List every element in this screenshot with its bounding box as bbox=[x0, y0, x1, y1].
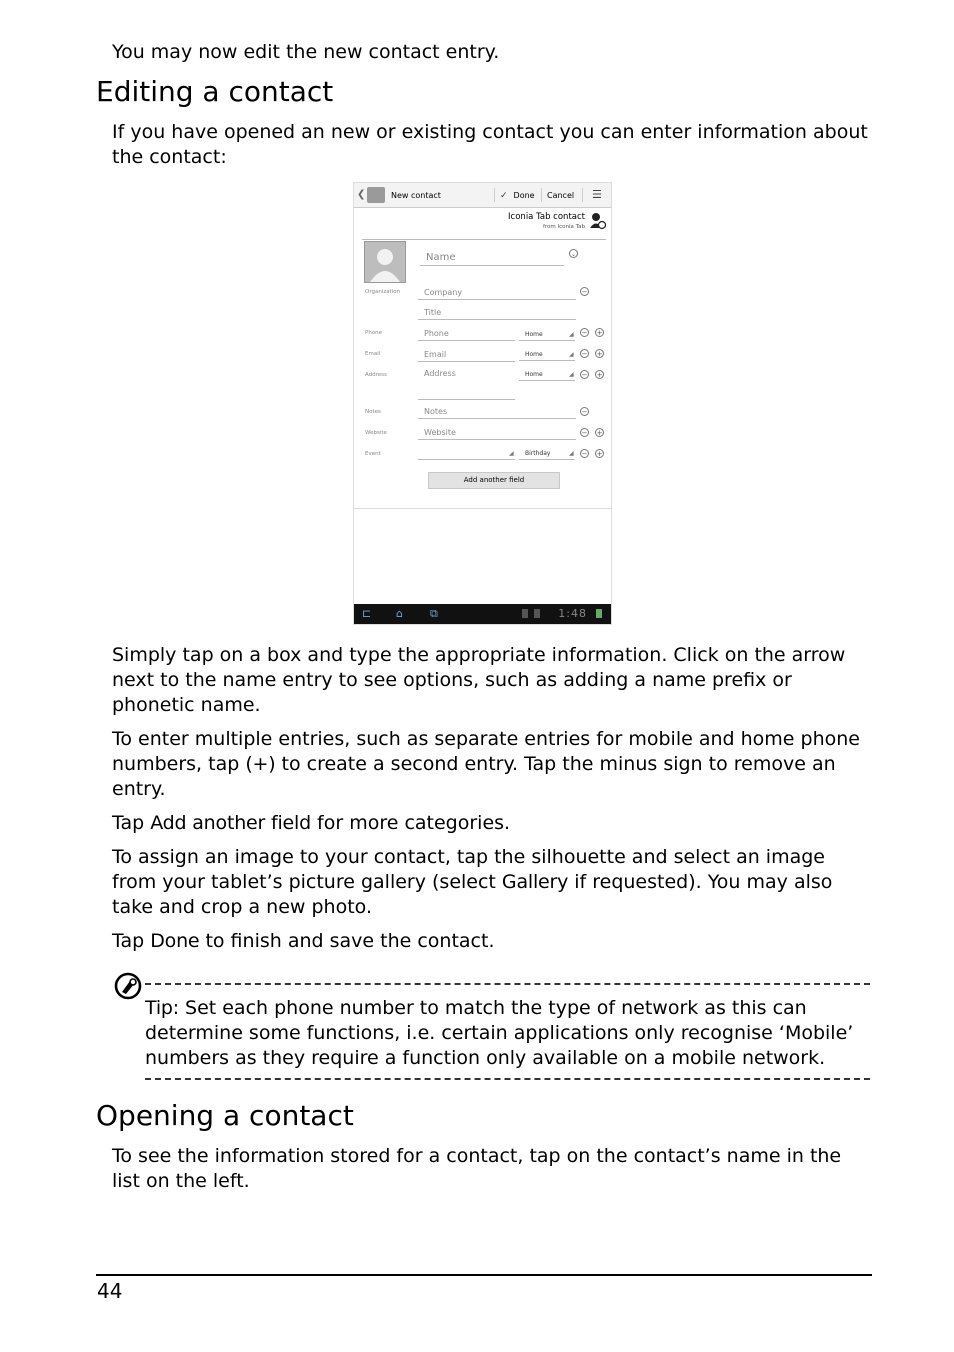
text: to create a second entry. Tap the minus sign to remove an entry. bbox=[112, 753, 836, 800]
dropdown-triangle-icon: ◢ bbox=[569, 351, 574, 358]
add-icon[interactable]: + bbox=[596, 450, 603, 458]
action-separator bbox=[541, 188, 542, 202]
editing-intro: If you have opened an new or existing contact you can enter information about the contact: bbox=[112, 121, 868, 168]
section-heading-editing: Editing a contact bbox=[96, 75, 334, 108]
divider bbox=[354, 508, 612, 509]
remove-icon[interactable]: − bbox=[581, 371, 588, 379]
tip-top-divider bbox=[145, 983, 870, 985]
action-separator bbox=[582, 188, 583, 202]
account-source: from Iconia Tab bbox=[542, 224, 585, 230]
account-person-icon bbox=[590, 212, 606, 230]
contact-silhouette-icon[interactable] bbox=[364, 241, 406, 283]
remove-icon[interactable]: − bbox=[581, 450, 588, 458]
checkmark-icon: ✓ bbox=[500, 191, 508, 201]
tip-bottom-divider bbox=[145, 1078, 870, 1080]
text: if requested). You may also take and crop a new photo. bbox=[112, 871, 833, 918]
notes-field[interactable]: Notes bbox=[418, 405, 576, 419]
paragraph-multiple-entries bbox=[112, 727, 872, 802]
paragraph-add-field bbox=[112, 811, 872, 836]
plus-key: (+) bbox=[245, 753, 276, 775]
text: for more categories. bbox=[310, 812, 511, 834]
done-button[interactable] bbox=[500, 191, 535, 201]
intro-line: You may now edit the new contact entry. bbox=[112, 41, 500, 63]
gallery-term: Gallery bbox=[501, 871, 569, 893]
home-nav-icon[interactable]: ⌂ bbox=[396, 607, 403, 620]
add-icon[interactable]: + bbox=[596, 350, 603, 358]
email-type-select[interactable]: Home bbox=[519, 349, 575, 361]
battery-icon bbox=[534, 609, 540, 618]
add-another-field-term: Add another field bbox=[150, 812, 311, 834]
system-bar bbox=[354, 604, 612, 624]
action-bar bbox=[354, 183, 612, 208]
back-chevron-icon[interactable]: ❮ bbox=[357, 189, 366, 200]
usb-icon bbox=[522, 609, 528, 618]
paragraph-tap-done bbox=[112, 929, 872, 954]
account-name: Iconia Tab contact bbox=[508, 212, 585, 222]
event-label: Event bbox=[365, 451, 381, 457]
remove-icon[interactable]: − bbox=[581, 350, 588, 358]
cancel-button[interactable]: Cancel bbox=[547, 191, 575, 200]
name-field[interactable]: Name bbox=[420, 249, 564, 266]
divider bbox=[362, 239, 606, 240]
remove-icon[interactable]: − bbox=[581, 429, 588, 437]
text: Tap bbox=[112, 930, 151, 952]
email-field[interactable]: Email bbox=[418, 348, 515, 362]
dropdown-triangle-icon: ◢ bbox=[569, 450, 574, 457]
dropdown-triangle-icon: ◢ bbox=[569, 331, 574, 338]
tip-icon bbox=[113, 970, 145, 1002]
tip-text bbox=[145, 996, 875, 1071]
expand-name-icon[interactable]: ⌄ bbox=[570, 251, 577, 258]
footer-rule bbox=[96, 1274, 872, 1276]
back-nav-icon[interactable]: ⊏ bbox=[362, 607, 372, 620]
section-heading-opening: Opening a contact bbox=[96, 1099, 354, 1132]
text: To enter multiple entries, such as separate entries for mobile and home phone numbers, tap bbox=[112, 728, 860, 775]
text: To assign an image to your contact, tap the silhouette and select an image from your tablet’s picture gallery (select bbox=[112, 846, 825, 893]
phone-field[interactable]: Phone bbox=[418, 327, 515, 341]
dropdown-triangle-icon: ◢ bbox=[569, 371, 574, 378]
done-term: Done bbox=[150, 930, 200, 952]
tip-label: Tip: bbox=[145, 997, 179, 1019]
add-another-field-button[interactable]: Add another field bbox=[428, 472, 560, 489]
paragraph-assign-image bbox=[112, 845, 872, 920]
paragraph-tap-box: Simply tap on a box and type the appropriate information. Click on the arrow next to the name entry to see options, such as adding a name prefix or phonetic name. bbox=[112, 644, 846, 716]
add-icon[interactable]: + bbox=[596, 329, 603, 337]
title-field[interactable]: Title bbox=[418, 306, 576, 320]
status-clock: 1:48 bbox=[558, 607, 587, 620]
add-icon[interactable]: + bbox=[596, 429, 603, 437]
company-field[interactable]: Company bbox=[418, 286, 576, 300]
contact-edit-screenshot bbox=[353, 182, 612, 625]
recent-apps-icon[interactable]: ⧉ bbox=[430, 607, 438, 620]
notes-label: Notes bbox=[365, 409, 381, 415]
text: Set each phone number to match the type of network as this can determine some functions, i.e. certain applications only recognise ‘Mobile’ numbers as they require a function only available on a mobile network. bbox=[145, 997, 854, 1069]
organization-label: Organization bbox=[365, 289, 401, 295]
address-label: Address bbox=[365, 372, 387, 378]
opening-text: To see the information stored for a contact, tap on the contact’s name in the list on the left. bbox=[112, 1145, 842, 1192]
page-number: 44 bbox=[97, 1279, 123, 1303]
text: Tap bbox=[112, 812, 151, 834]
contacts-app-icon bbox=[367, 187, 385, 203]
website-field[interactable]: Website bbox=[418, 426, 576, 440]
address-type-select[interactable]: Home bbox=[519, 369, 575, 381]
text: to finish and save the contact. bbox=[199, 930, 495, 952]
website-label: Website bbox=[365, 430, 387, 436]
add-icon[interactable]: + bbox=[596, 371, 603, 379]
dropdown-triangle-icon: ◢ bbox=[509, 450, 514, 457]
remove-icon[interactable]: − bbox=[581, 329, 588, 337]
remove-icon[interactable]: − bbox=[581, 288, 588, 296]
done-label: Done bbox=[513, 191, 535, 200]
email-label: Email bbox=[365, 351, 381, 357]
action-bar-title: New contact bbox=[391, 191, 441, 200]
overflow-menu-icon[interactable]: ☰ bbox=[592, 188, 602, 201]
remove-icon[interactable]: − bbox=[581, 408, 588, 416]
phone-type-select[interactable]: Home bbox=[519, 329, 575, 341]
phone-label: Phone bbox=[365, 330, 383, 336]
wifi-icon bbox=[596, 609, 602, 618]
address-field[interactable]: Address bbox=[418, 367, 515, 400]
event-date-field[interactable] bbox=[418, 446, 515, 460]
event-type-select[interactable]: Birthday bbox=[519, 448, 575, 460]
action-separator bbox=[494, 188, 495, 202]
